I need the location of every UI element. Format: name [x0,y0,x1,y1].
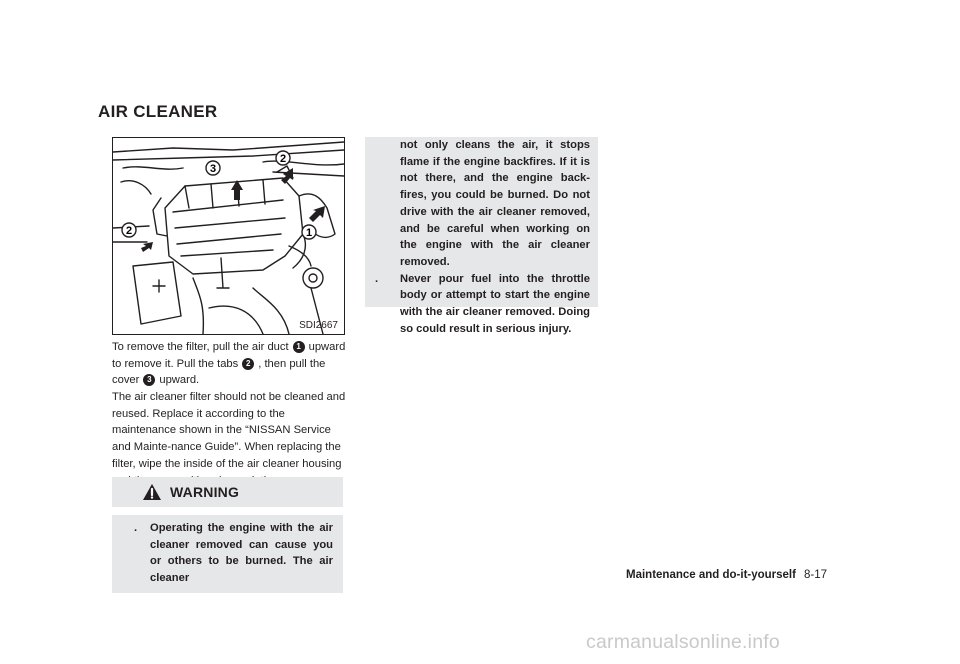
bullet-1: . [134,522,138,534]
marker-3: 3 [143,374,155,386]
callout-2-right: 2 [279,153,287,165]
watermark: carmanualsonline.info [586,631,780,653]
warning-item-1 [112,515,343,593]
paragraph-removal-steps [112,339,346,389]
bullet-2: . [375,272,379,285]
callout-3: 3 [209,163,217,175]
warning-item-2-text: Never pour fuel into the throttle body or attempt to start the engine with the air cleaner removed. Doing so could result in serious injury. [400,272,590,335]
footer-section-title: Maintenance and do-it-yourself [626,569,796,581]
warning-triangle-icon [142,483,162,501]
warning-header [112,477,343,507]
warning-item-1-continued: not only cleans the air, it stops flame if the engine backfires. If it is not there, and the engine back-fires, you could be burned. Do not drive with the air cleaner removed, and be careful when working on the engine with the air cleaner removed. [400,139,590,268]
page-footer [626,569,827,581]
marker-1: 1 [293,341,305,353]
warning-item-2 [365,271,598,338]
marker-2: 2 [242,358,254,370]
removal-text-2: upward to remove it. Pull the tabs [112,341,346,370]
callout-2-left: 2 [125,225,133,237]
removal-text-3: , then pull the cover [112,357,326,387]
warning-list-column-1 [112,515,343,593]
figure-code: SDI2667 [299,320,338,331]
paragraph-filter-replacement: The air cleaner filter should not be cleaned and reused. Replace it according to the maintenance shown in the “NISSAN Service and Mainte-nance Guide”. When replacing the filter, wipe the inside of the air cleaner housing [112,391,346,470]
warning-item-1-text: Operating the engine with the air cleaner removed can cause you or others to be burned. The air cleaner [150,522,333,585]
page-number: 8-17 [803,569,827,581]
air-cleaner-illustration [112,137,345,335]
warning-list-column-2 [365,137,598,335]
engine-line-drawing [113,138,344,334]
removal-text-1: To remove the filter, pull the air duct [112,341,289,353]
removal-text-4: upward. [159,374,200,387]
warning-title: WARNING [170,484,240,500]
section-heading: AIR CLEANER [98,102,218,121]
callout-1: 1 [305,227,313,239]
